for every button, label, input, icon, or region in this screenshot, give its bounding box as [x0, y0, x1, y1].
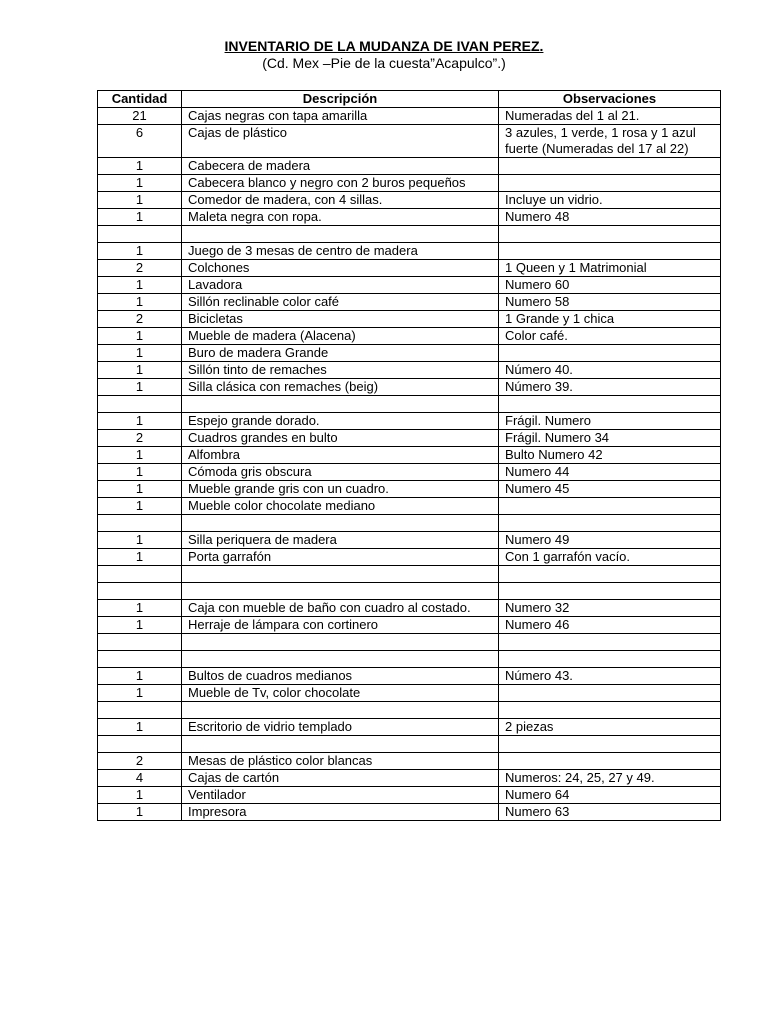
- table-row: [98, 736, 721, 753]
- cell-descripcion: Escritorio de vidrio templado: [182, 719, 499, 736]
- cell-observaciones: Con 1 garrafón vacío.: [499, 549, 721, 566]
- cell-descripcion: Comedor de madera, con 4 sillas.: [182, 192, 499, 209]
- cell-descripcion: [182, 583, 499, 600]
- column-header-descripcion: Descripción: [182, 91, 499, 108]
- cell-observaciones: [499, 175, 721, 192]
- cell-observaciones: [499, 753, 721, 770]
- cell-descripcion: [182, 651, 499, 668]
- cell-observaciones: Numero 64: [499, 787, 721, 804]
- cell-descripcion: Maleta negra con ropa.: [182, 209, 499, 226]
- cell-observaciones: Numero 32: [499, 600, 721, 617]
- cell-observaciones: [499, 243, 721, 260]
- cell-descripcion: Silla periquera de madera: [182, 532, 499, 549]
- document-title: INVENTARIO DE LA MUDANZA DE IVAN PEREZ.: [224, 38, 544, 54]
- cell-cantidad: 2: [98, 430, 182, 447]
- table-row: [98, 345, 721, 362]
- cell-observaciones: [499, 634, 721, 651]
- cell-cantidad: [98, 226, 182, 243]
- cell-descripcion: Cuadros grandes en bulto: [182, 430, 499, 447]
- cell-cantidad: 1: [98, 447, 182, 464]
- cell-cantidad: 1: [98, 464, 182, 481]
- table-row: [98, 277, 721, 294]
- table-row: [98, 209, 721, 226]
- cell-observaciones: [499, 515, 721, 532]
- cell-observaciones: [499, 396, 721, 413]
- cell-cantidad: 1: [98, 345, 182, 362]
- cell-descripcion: Bultos de cuadros medianos: [182, 668, 499, 685]
- cell-cantidad: 1: [98, 209, 182, 226]
- cell-cantidad: 4: [98, 770, 182, 787]
- cell-descripcion: Cabecera de madera: [182, 158, 499, 175]
- table-body: [98, 108, 721, 821]
- table-header-row: [98, 91, 721, 108]
- cell-observaciones: Numero 45: [499, 481, 721, 498]
- cell-cantidad: 1: [98, 498, 182, 515]
- cell-observaciones: Número 43.: [499, 668, 721, 685]
- cell-observaciones: [499, 651, 721, 668]
- cell-descripcion: Porta garrafón: [182, 549, 499, 566]
- table-row: [98, 294, 721, 311]
- cell-cantidad: 1: [98, 804, 182, 821]
- table-row: [98, 447, 721, 464]
- cell-observaciones: Color café.: [499, 328, 721, 345]
- table-row: [98, 226, 721, 243]
- column-header-cantidad: Cantidad: [98, 91, 182, 108]
- cell-cantidad: [98, 566, 182, 583]
- cell-descripcion: Mesas de plástico color blancas: [182, 753, 499, 770]
- cell-cantidad: 21: [98, 108, 182, 125]
- cell-observaciones: Número 39.: [499, 379, 721, 396]
- cell-observaciones: Bulto Numero 42: [499, 447, 721, 464]
- cell-observaciones: Incluye un vidrio.: [499, 192, 721, 209]
- cell-descripcion: Colchones: [182, 260, 499, 277]
- cell-observaciones: Numero 49: [499, 532, 721, 549]
- cell-cantidad: 1: [98, 243, 182, 260]
- cell-cantidad: 1: [98, 600, 182, 617]
- cell-descripcion: Mueble de madera (Alacena): [182, 328, 499, 345]
- inventory-table: [97, 90, 721, 821]
- table-row: [98, 328, 721, 345]
- cell-descripcion: Ventilador: [182, 787, 499, 804]
- cell-cantidad: 1: [98, 481, 182, 498]
- cell-observaciones: Número 40.: [499, 362, 721, 379]
- cell-cantidad: [98, 702, 182, 719]
- table-row: [98, 379, 721, 396]
- table-row: [98, 532, 721, 549]
- cell-cantidad: 1: [98, 379, 182, 396]
- cell-cantidad: 2: [98, 753, 182, 770]
- cell-descripcion: [182, 396, 499, 413]
- table-row: [98, 396, 721, 413]
- cell-cantidad: 2: [98, 311, 182, 328]
- cell-cantidad: 1: [98, 549, 182, 566]
- cell-cantidad: [98, 515, 182, 532]
- cell-observaciones: [499, 345, 721, 362]
- cell-cantidad: 6: [98, 125, 182, 158]
- cell-descripcion: Espejo grande dorado.: [182, 413, 499, 430]
- table-row: [98, 804, 721, 821]
- cell-cantidad: 1: [98, 719, 182, 736]
- column-header-observaciones: Observaciones: [499, 91, 721, 108]
- table-row: [98, 753, 721, 770]
- cell-descripcion: Cómoda gris obscura: [182, 464, 499, 481]
- cell-descripcion: Alfombra: [182, 447, 499, 464]
- cell-descripcion: [182, 702, 499, 719]
- cell-observaciones: Numero 44: [499, 464, 721, 481]
- cell-observaciones: Frágil. Numero 34: [499, 430, 721, 447]
- cell-descripcion: Herraje de lámpara con cortinero: [182, 617, 499, 634]
- cell-descripcion: Cabecera blanco y negro con 2 buros pequeños: [182, 175, 499, 192]
- cell-cantidad: 1: [98, 192, 182, 209]
- table-row: [98, 583, 721, 600]
- cell-cantidad: 1: [98, 294, 182, 311]
- cell-cantidad: 1: [98, 617, 182, 634]
- cell-descripcion: [182, 226, 499, 243]
- cell-observaciones: Numeros: 24, 25, 27 y 49.: [499, 770, 721, 787]
- cell-observaciones: [499, 685, 721, 702]
- cell-descripcion: Juego de 3 mesas de centro de madera: [182, 243, 499, 260]
- cell-descripcion: Cajas de cartón: [182, 770, 499, 787]
- table-row: [98, 430, 721, 447]
- cell-descripcion: Cajas negras con tapa amarilla: [182, 108, 499, 125]
- cell-observaciones: Frágil. Numero: [499, 413, 721, 430]
- table-row: [98, 260, 721, 277]
- cell-cantidad: 1: [98, 685, 182, 702]
- cell-observaciones: 1 Grande y 1 chica: [499, 311, 721, 328]
- cell-observaciones: 3 azules, 1 verde, 1 rosa y 1 azul fuerte (Numeradas del 17 al 22): [499, 125, 721, 158]
- cell-cantidad: 1: [98, 787, 182, 804]
- table-row: [98, 515, 721, 532]
- cell-descripcion: Cajas de plástico: [182, 125, 499, 158]
- cell-observaciones: [499, 583, 721, 600]
- cell-cantidad: [98, 634, 182, 651]
- cell-descripcion: [182, 515, 499, 532]
- table-row: [98, 192, 721, 209]
- document-subtitle: (Cd. Mex –Pie de la cuesta”Acapulco”.): [262, 55, 506, 71]
- table-row: [98, 651, 721, 668]
- table-row: [98, 158, 721, 175]
- table-row: [98, 311, 721, 328]
- cell-cantidad: [98, 583, 182, 600]
- table-row: [98, 787, 721, 804]
- cell-cantidad: 1: [98, 328, 182, 345]
- cell-descripcion: Buro de madera Grande: [182, 345, 499, 362]
- cell-cantidad: 1: [98, 362, 182, 379]
- cell-cantidad: 2: [98, 260, 182, 277]
- cell-descripcion: Sillón tinto de remaches: [182, 362, 499, 379]
- cell-cantidad: 1: [98, 175, 182, 192]
- table-row: [98, 566, 721, 583]
- cell-cantidad: 1: [98, 668, 182, 685]
- table-row: [98, 175, 721, 192]
- cell-cantidad: 1: [98, 277, 182, 294]
- table-row: [98, 600, 721, 617]
- cell-observaciones: 1 Queen y 1 Matrimonial: [499, 260, 721, 277]
- cell-observaciones: Numero 48: [499, 209, 721, 226]
- table-row: [98, 481, 721, 498]
- cell-observaciones: [499, 158, 721, 175]
- cell-observaciones: Numero 46: [499, 617, 721, 634]
- cell-descripcion: Sillón reclinable color café: [182, 294, 499, 311]
- table-row: [98, 702, 721, 719]
- cell-descripcion: [182, 736, 499, 753]
- table-row: [98, 108, 721, 125]
- table-row: [98, 498, 721, 515]
- table-row: [98, 464, 721, 481]
- cell-cantidad: [98, 651, 182, 668]
- table-row: [98, 770, 721, 787]
- table-row: [98, 634, 721, 651]
- cell-observaciones: [499, 566, 721, 583]
- cell-descripcion: Silla clásica con remaches (beig): [182, 379, 499, 396]
- cell-descripcion: Caja con mueble de baño con cuadro al costado.: [182, 600, 499, 617]
- cell-descripcion: [182, 566, 499, 583]
- cell-descripcion: Lavadora: [182, 277, 499, 294]
- cell-descripcion: [182, 634, 499, 651]
- table-row: [98, 549, 721, 566]
- cell-descripcion: Mueble grande gris con un cuadro.: [182, 481, 499, 498]
- cell-observaciones: Numero 60: [499, 277, 721, 294]
- table-row: [98, 719, 721, 736]
- table-row: [98, 617, 721, 634]
- cell-descripcion: Impresora: [182, 804, 499, 821]
- cell-descripcion: Bicicletas: [182, 311, 499, 328]
- cell-cantidad: [98, 396, 182, 413]
- cell-observaciones: Numero 58: [499, 294, 721, 311]
- cell-observaciones: [499, 226, 721, 243]
- table-row: [98, 685, 721, 702]
- cell-descripcion: Mueble de Tv, color chocolate: [182, 685, 499, 702]
- cell-cantidad: 1: [98, 158, 182, 175]
- table-row: [98, 413, 721, 430]
- cell-cantidad: [98, 736, 182, 753]
- cell-observaciones: Numeradas del 1 al 21.: [499, 108, 721, 125]
- cell-observaciones: [499, 498, 721, 515]
- cell-observaciones: 2 piezas: [499, 719, 721, 736]
- table-row: [98, 668, 721, 685]
- table-row: [98, 243, 721, 260]
- cell-descripcion: Mueble color chocolate mediano: [182, 498, 499, 515]
- cell-observaciones: Numero 63: [499, 804, 721, 821]
- cell-observaciones: [499, 736, 721, 753]
- cell-observaciones: [499, 702, 721, 719]
- cell-cantidad: 1: [98, 413, 182, 430]
- table-row: [98, 125, 721, 158]
- table-row: [98, 362, 721, 379]
- cell-cantidad: 1: [98, 532, 182, 549]
